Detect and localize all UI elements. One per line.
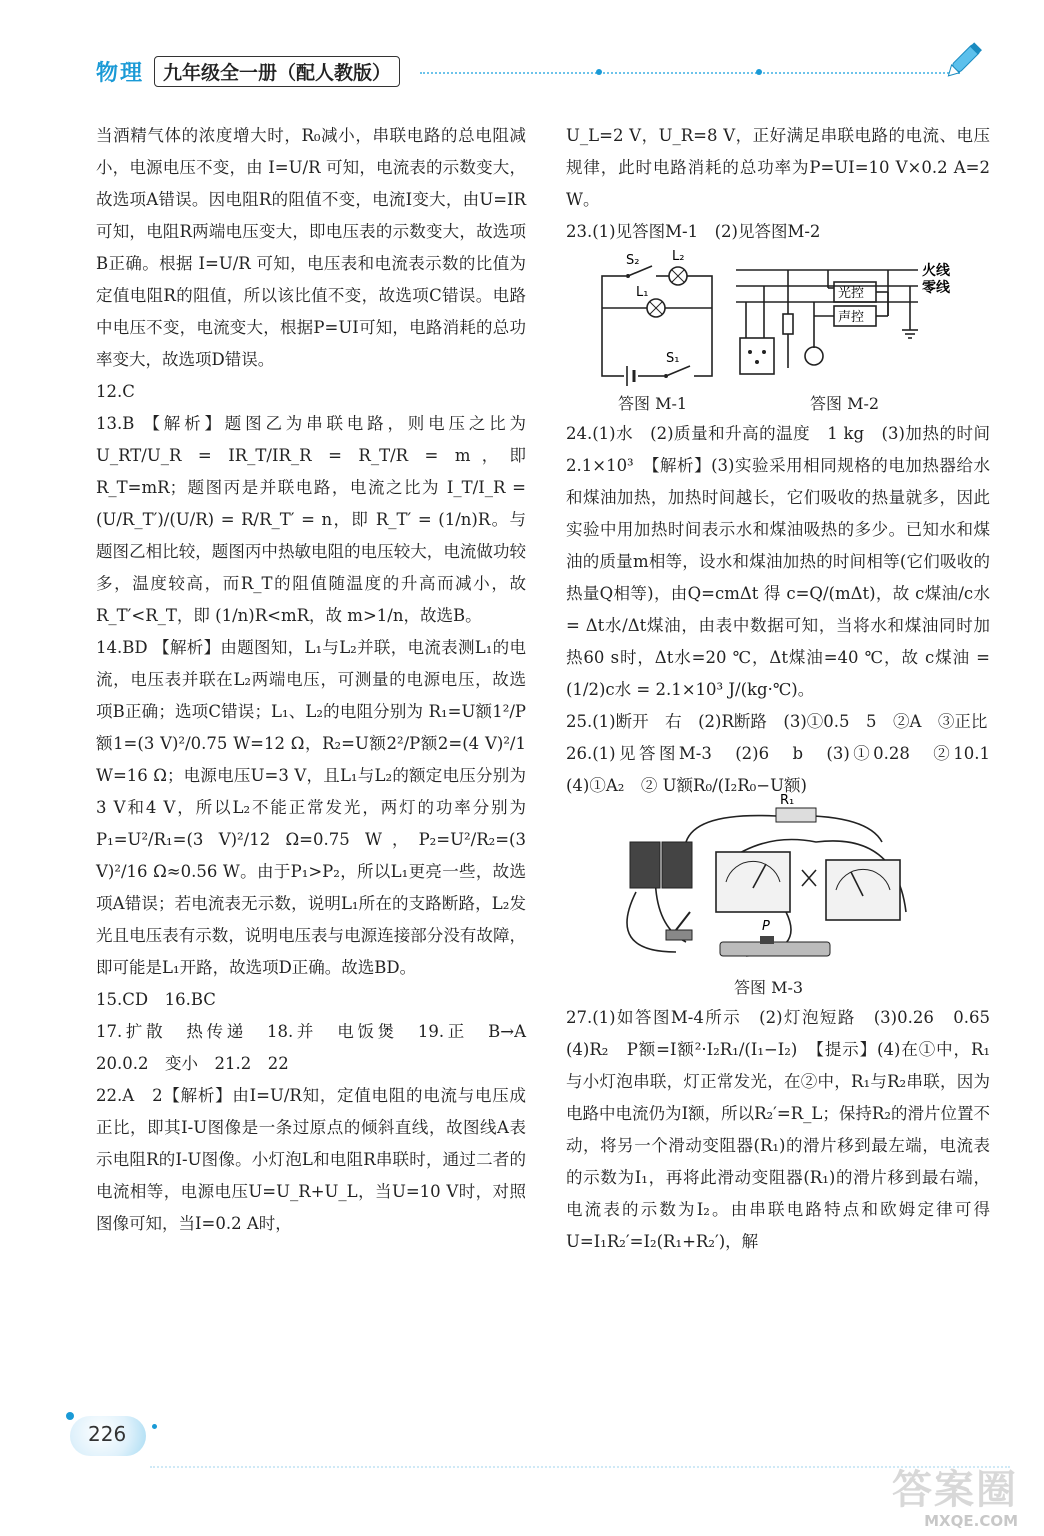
watermark <box>868 1468 1018 1530</box>
label-s2: S₂ <box>626 253 640 268</box>
label-r1: R₁ <box>780 793 795 808</box>
left-column <box>96 120 543 1240</box>
pen-icon <box>940 36 990 84</box>
answer-23: 23.(1)见答图M-1 (2)见答图M-2 <box>566 222 821 241</box>
answer-14: 14.BD 【解析】由题图知，L₁与L₂并联，电流表测L₁的电流，电压表并联在L₂两端电压，可测量的电源电压，故选项B正确；选项C错误；L₁、L₂的电阻分别为 R₁=U额1²/P额1=(3 V)²/0.75 W=12 Ω，R₂=U额2²/P额2=(4 V)²/1 W=16 Ω；电源电压U=3 V，且L₁与L₂的额定电压分别为3 V和4 V，所以L₂不能正常发光，两灯的功率分别为 P₁=U²/R₁=(3 V)²/12 Ω=0.75 W，P₂=U²/R₂=(3 V)²/16 Ω≈0.56 W。由于P₁>P₂，所以L₁更亮一些，故选项A错误；若电流表无示数，说明L₁所在的支路断路，L₂发光且电压表有示数，说明电压表与电源连接部分没有故障，即可能是L₁开路，故选项D正确。故选BD。 <box>96 638 526 977</box>
answer-22-continued: U_L=2 V，U_R=8 V，正好满足串联电路的电流、电压规律，此时电路消耗的总功率为P=UI=10 V×0.2 A=2 W。 <box>566 126 990 209</box>
header-dot <box>756 69 762 75</box>
label-l1: L₁ <box>636 285 649 300</box>
subject-title: 物理 <box>96 60 145 86</box>
label-p: P <box>762 919 770 934</box>
footer-dot <box>152 1424 157 1429</box>
page-number: 226 <box>88 1422 127 1446</box>
book-title: 九年级全一册（配人教版） <box>154 56 400 87</box>
page-header <box>96 56 400 86</box>
figure-m3 <box>566 793 990 1002</box>
header-dot <box>596 69 602 75</box>
watermark-logo: 答案圈 <box>892 1467 1018 1513</box>
experiment-wiring-diagram <box>566 793 990 970</box>
answer-17-21: 17.扩散 热传递 18.并 电饭煲 19.正 B→A 20.0.2 变小 21.2 22 <box>96 1022 543 1073</box>
caption-m2: 答图 M-2 <box>810 394 880 413</box>
caption-m1: 答图 M-1 <box>618 394 688 413</box>
label-light-control: 光控 <box>838 286 865 301</box>
label-l2: L₂ <box>672 249 685 264</box>
label-live-wire: 火线 <box>922 263 950 279</box>
label-sound-control: 声控 <box>838 310 865 325</box>
label-s1: S₁ <box>666 351 680 366</box>
figures-m1-m2 <box>566 248 990 418</box>
answer-25: 25.(1)断开 右 (2)R断路 (3)①0.5 5 ②A ③正比 <box>566 712 988 731</box>
right-column <box>566 120 1007 1258</box>
answer-22: 22.A 2【解析】由I=U/R知，定值电阻的电流与电压成正比，即其I-U图像是一条过原点的倾斜直线，故图线A表示电阻R的I-U图像。小灯泡L和电阻R串联时，通过二者的电流相等，电源电压U=U_R+U_L，当U=10 V时，对照图像可知，当I=0.2 A时， <box>96 1086 526 1233</box>
answer-15-16: 15.CD 16.BC <box>96 990 216 1009</box>
caption-m3: 答图 M-3 <box>734 978 804 997</box>
answer-27: 27.(1)如答图M-4所示 (2)灯泡短路 (3)0.26 0.65 (4)R₂ P额=I额²·I₂R₁/(I₁−I₂) 【提示】(4)在①中，R₁与小灯泡串联，灯正常发光，在②中，R₁与R₂串联，因为电路中电流仍为I额，所以R₂′=R_L；保持R₂的滑片位置不动，将另一个滑动变阻器(R₁)的滑片移到最左端，电流表的示数为I₁，再将此滑动变阻器(R₁)的滑片移到最右端，电流表的示数为I₂。由串联电路特点和欧姆定律可得U=I₁R₂′=I₂(R₁+R₂′)，解 <box>566 1008 1007 1251</box>
label-neutral-wire: 零线 <box>922 280 950 296</box>
footer-dot <box>66 1412 74 1420</box>
watermark-site: MXQE.COM <box>924 1512 1018 1530</box>
header-divider <box>420 72 960 74</box>
circuit-diagrams <box>566 248 990 384</box>
answer-11-explanation: 当酒精气体的浓度增大时，R₀减小，串联电路的总电阻减小，电源电压不变，由 I=U/R 可知，电流表的示数变大，故选项A错误。因电阻R的阻值不变，电流I变大，由U=IR可知，电阻R两端电压变大，即电压表的示数变大，故选项B正确。根据 I=U/R 可知，电压表和电流表示数的比值为定值电阻R的阻值，所以该比值不变，故选项C错误。电路中电压不变，电流变大，根据P=UI可知，电路消耗的总功率变大，故选项D错误。 <box>96 126 526 369</box>
answer-24: 24.(1)水 (2)质量和升高的温度 1 kg (3)加热的时间 2.1×10³ 【解析】(3)实验采用相同规格的电加热器给水和煤油加热，加热时间越长，它们吸收的热量就多，因此实验中用加热时间表示水和煤油吸热的多少。已知水和煤油的质量m相等，设水和煤油加热的时间相等(它们吸收的热量Q相等)，由Q=cmΔt 得 c=Q/(mΔt)，故 c煤油/c水 = Δt水/Δt煤油，由表中数据可知，当将水和煤油同时加热60 s时，Δt水=20 ℃，Δt煤油=40 ℃，故 c煤油 = (1/2)c水 = 2.1×10³ J/(kg·℃)。 <box>566 424 1007 699</box>
answer-26: 26.(1)见答图M-3 (2)6 b (3)①0.28 ②10.1 (4)①A₂ ② U额R₀/(I₂R₀−U额) <box>566 744 1007 795</box>
answer-12: 12.C <box>96 382 135 401</box>
answer-13: 13.B 【解析】题图乙为串联电路，则电压之比为 U_RT/U_R = IR_T/IR_R = R_T/R = m，即 R_T=mR；题图丙是并联电路，电流之比为 I_T/I_R = (U/R_T′)/(U/R) = R/R_T′ = n，即 R_T′ = (1/n)R。与题图乙相比较，题图丙中热敏电阻的电压较大，电流做功较多，温度较高，而R_T的阻值随温度的升高而减小，故 R_T′<R_T，即 (1/n)R<mR，故 m>1/n，故选B。 <box>96 414 526 625</box>
